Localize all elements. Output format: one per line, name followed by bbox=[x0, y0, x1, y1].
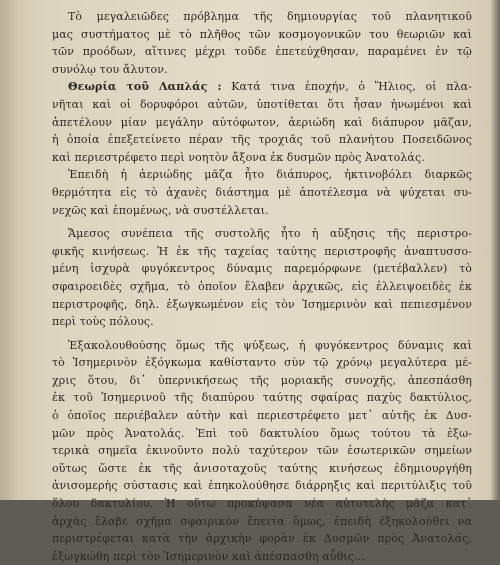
page-gutter bbox=[0, 0, 18, 500]
text-line: τὸ Ἰσημερινὸν ἐξόγκωμα καθίσταντο σὺν τῷ χρόνῳ μεγαλύτερα μέ- bbox=[52, 356, 472, 370]
text-line: περιστροφῆς, δηλ. ἐξωγκωμένον εἰς τὸν Ἰσημερινὸν καὶ πεπιεσμένον bbox=[52, 297, 472, 311]
section-heading: Θεωρία τοῦ Λαπλάς : bbox=[68, 80, 222, 94]
text-line: νεχῶς καὶ ἑπομένως, νὰ συστέλλεται. bbox=[52, 203, 269, 217]
text-line: ὅλου δακτυλίου. Ἡ οὕτω προκύψασα νέα αὐτοτελὴς μᾶζα κατ᾿ bbox=[52, 497, 472, 511]
text-line: νῆται καὶ οἱ δορυφόροι αὐτῶν, ὑποτίθεται ὅτι ἦσαν ἡνωμένοι καὶ bbox=[52, 97, 472, 111]
text-line: φικῆς κινήσεως. Ἡ ἐκ τῆς ταχείας ταύτης περιστροφῆς ἀναπτυσσο- bbox=[52, 244, 472, 258]
text-line: Τὸ μεγαλειῶδες πρόβλημα τῆς δημιουργίας τοῦ πλανητικοῦ bbox=[68, 10, 472, 23]
text-line: ἡ ὁποία ἐπεξετείνετο πέραν τῆς τροχιᾶς τοῦ πλανήτου Ποσειδῶνος bbox=[52, 133, 472, 147]
text-line: θερμότητα εἰς τὸ ἀχανὲς διάστημα μὲ ἀποτέλεσμα νὰ ψύχεται συ- bbox=[52, 185, 472, 199]
paragraph-intro bbox=[52, 8, 472, 78]
text-line bbox=[52, 78, 472, 96]
text-line: ἀπετέλουν μίαν μεγάλην αὐτόφωτον, ἀεριώδη καὶ διάπυρον μᾶζαν, bbox=[52, 115, 472, 129]
text-line: οὕτως ὥστε ἐκ τῆς ἀνισοταχοῦς ταύτης κινήσεως ἐδημιουργήθη bbox=[52, 461, 472, 475]
page-edge-shadow bbox=[490, 0, 500, 500]
text-line: συνόλῳ του ἄλυτον. bbox=[52, 62, 168, 76]
text-line: ἀρχὰς ἔλαβε σχῆμα σφαιρικὸν ἔπειτα ὅμως, ἐπειδὴ ἐξηκολούθει να bbox=[52, 514, 472, 528]
text-run: Κατά τινα ἐποχήν, ὁ Ἥλιος, οἱ πλα- bbox=[221, 80, 473, 94]
text-line: τερικὰ σημεῖα ἐκινοῦντο πολὺ ταχύτερον τῶν ἐσωτερικῶν σημείων bbox=[52, 444, 472, 458]
text-line: περὶ τοὺς πόλους. bbox=[52, 315, 154, 329]
text-line: χρις ὅτου, δι᾿ ὑπερνικήσεως τῆς μοριακῆς συνοχῆς, ἀπεσπάσθη bbox=[52, 373, 472, 387]
text-line: ἐξωγκώθη περὶ τὸν Ἰσημερινὸν καὶ ἀπέσπασθη αὖθις... bbox=[52, 549, 365, 563]
text-line: σφαιροειδὲς σχῆμα, τὸ ὁποῖον ἔλαβεν ἀρχικῶς, εἰς ἐλλειψοειδὲς ἐκ bbox=[52, 279, 472, 293]
text-line: ὁ ὁποῖος περιέβαλεν αὐτὴν καὶ περιεστρέφετο μετ᾿ αὐτῆς ἐκ Δυσ- bbox=[52, 409, 472, 423]
text-line: Ἄμεσος συνέπεια τῆς συστολῆς ἦτο ἡ αὔξησις τῆς περιστρο- bbox=[68, 227, 472, 241]
page-text bbox=[52, 8, 472, 565]
text-line: μῶν πρὸς Ἀνατολάς. Ἐπὶ τοῦ δακτυλίου ὅμως τούτου τὰ ἐξω- bbox=[52, 426, 472, 440]
text-line: μένη ἰσχυρὰ φυγόκεντρος δύναμις παρεμόρφωνε (μετέβαλλεν) τὸ bbox=[52, 262, 472, 276]
text-line: ἐκ τοῦ Ἰσημερινοῦ τῆς διαπύρου ταύτης σφαίρας παχὺς δακτύλιος, bbox=[52, 391, 472, 405]
paragraph-rotation bbox=[52, 225, 472, 331]
text-line: περιστρέφεται κατὰ τὴν ἀρχικὴν φορὰν ἐκ Δυσμῶν πρὸς Ἀνατολάς, bbox=[52, 532, 472, 546]
paragraph-laplace bbox=[52, 78, 472, 166]
text-line: τῶν προόδων, αἵτινες μέχρι τοῦδε ἐπετεύχθησαν, παραμένει ἐν τῷ bbox=[52, 45, 472, 59]
text-line: μας συστήματος μὲ τὸ πλῆθος τῶν κοσμογονικῶν του θεωριῶν καὶ bbox=[52, 27, 472, 41]
paragraph-cooling bbox=[52, 166, 472, 219]
text-line: Ἐξακολουθούσης ὅμως τῆς ψύξεως, ἡ φυγόκεντρος δύναμις καὶ bbox=[68, 338, 472, 352]
text-line: καὶ περιεστρέφετο περὶ νοητὸν ἄξονα ἐκ δυσμῶν πρὸς Ἀνατολάς. bbox=[52, 150, 425, 164]
text-line: ἀνισομερὴς σύστασις καὶ ἐπηκολούθησε διάρρηξις καὶ περιτύλιξις τοῦ bbox=[52, 479, 472, 493]
text-line: Ἐπειδὴ ἡ ἀεριώδης μᾶζα ἦτο διάπυρος, ἠκτινοβόλει διαρκῶς bbox=[68, 168, 472, 182]
paragraph-ring bbox=[52, 337, 472, 565]
